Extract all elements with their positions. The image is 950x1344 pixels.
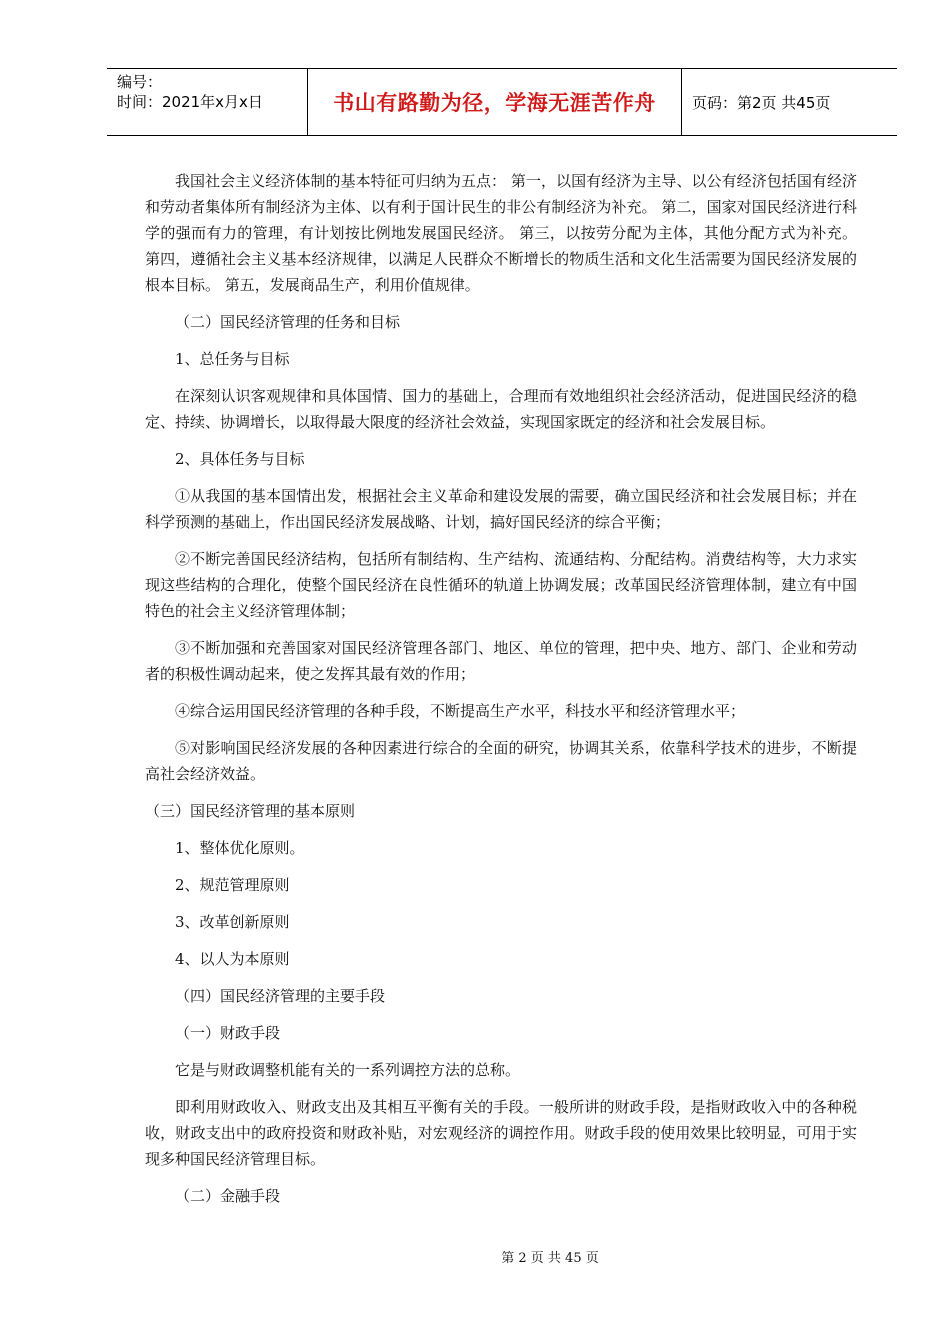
subheading-finance: （二）金融手段: [175, 1187, 281, 1205]
page-header: [107, 68, 897, 136]
principle-item: 3、改革创新原则: [175, 913, 290, 931]
body-paragraph: 即利用财政收入、财政支出及其相互平衡有关的手段。一般所讲的财政手段，是指财政收入中的各种税收，财政支出中的政府投资和财政补贴，对宏观经济的调控作用。财政手段的使用效果比较明显，可用于实现多种国民经济管理目标。: [145, 1098, 857, 1168]
subheading-overall-task: 1、总任务与目标: [175, 350, 290, 368]
document-body: [145, 168, 857, 1220]
footer-page-number: 第 2 页 共 45 页: [501, 1251, 599, 1266]
section-heading-tasks: （二）国民经济管理的任务和目标: [175, 313, 401, 331]
header-motto: 书山有路勤为径，学海无涯苦作舟: [308, 69, 682, 135]
section-heading-principles: （三）国民经济管理的基本原则: [145, 802, 356, 820]
body-paragraph: 它是与财政调整机能有关的一系列调控方法的总称。: [175, 1061, 521, 1079]
header-meta: [107, 69, 308, 135]
subheading-specific-tasks: 2、具体任务与目标: [175, 450, 305, 468]
date-label: 时间：2021年x月x日: [117, 93, 263, 111]
section-heading-means: （四）国民经济管理的主要手段: [175, 987, 386, 1005]
body-paragraph: 在深刻认识客观规律和具体国情、国力的基础上，合理而有效地组织社会经济活动，促进国民经济的稳定、持续、协调增长，以取得最大限度的经济社会效益，实现国家既定的经济和社会发展目标。: [145, 387, 857, 431]
principle-item: 1、整体优化原则。: [175, 839, 305, 857]
header-page-info: 页码：第2页 共45页: [692, 93, 831, 112]
list-item: ⑤对影响国民经济发展的各种因素进行综合的全面的研究，协调其关系，依靠科学技术的进步，不断提高社会经济效益。: [145, 739, 857, 783]
list-item: ②不断完善国民经济结构，包括所有制结构、生产结构、流通结构、分配结构。消费结构等，大力求实现这些结构的合理化，使整个国民经济在良性循环的轨道上协调发展；改革国民经济管理体制，建立有中国特色的社会主义经济管理体制；: [145, 550, 857, 620]
serial-number-label: 编号：: [117, 73, 163, 91]
page-footer: [0, 1247, 950, 1266]
principle-item: 4、以人为本原则: [175, 950, 290, 968]
list-item: ④综合运用国民经济管理的各种手段，不断提高生产水平，科技水平和经济管理水平；: [175, 702, 746, 720]
principle-item: 2、规范管理原则: [175, 876, 290, 894]
subheading-fiscal: （一）财政手段: [175, 1024, 281, 1042]
intro-paragraph: 我国社会主义经济体制的基本特征可归纳为五点： 第一，以国有经济为主导、以公有经济包括国有经济和劳动者集体所有制经济为主体、以有利于国计民生的非公有制经济为补充。 第二，国家对国民经济进行科学的强而有力的管理，有计划按比例地发展国民经济。 第三，以按劳分配为主体，其他分配方式为补充。 第四，遵循社会主义基本经济规律，以满足人民群众不断增长的物质生活和文化生活需要为国民经济发展的根本目标。 第五，发展商品生产，利用价值规律。: [145, 172, 857, 294]
list-item: ③不断加强和充善国家对国民经济管理各部门、地区、单位的管理，把中央、地方、部门、企业和劳动者的积极性调动起来，使之发挥其最有效的作用；: [145, 639, 857, 683]
list-item: ①从我国的基本国情出发，根据社会主义革命和建设发展的需要，确立国民经济和社会发展目标；并在科学预测的基础上，作出国民经济发展战略、计划，搞好国民经济的综合平衡；: [145, 487, 857, 531]
